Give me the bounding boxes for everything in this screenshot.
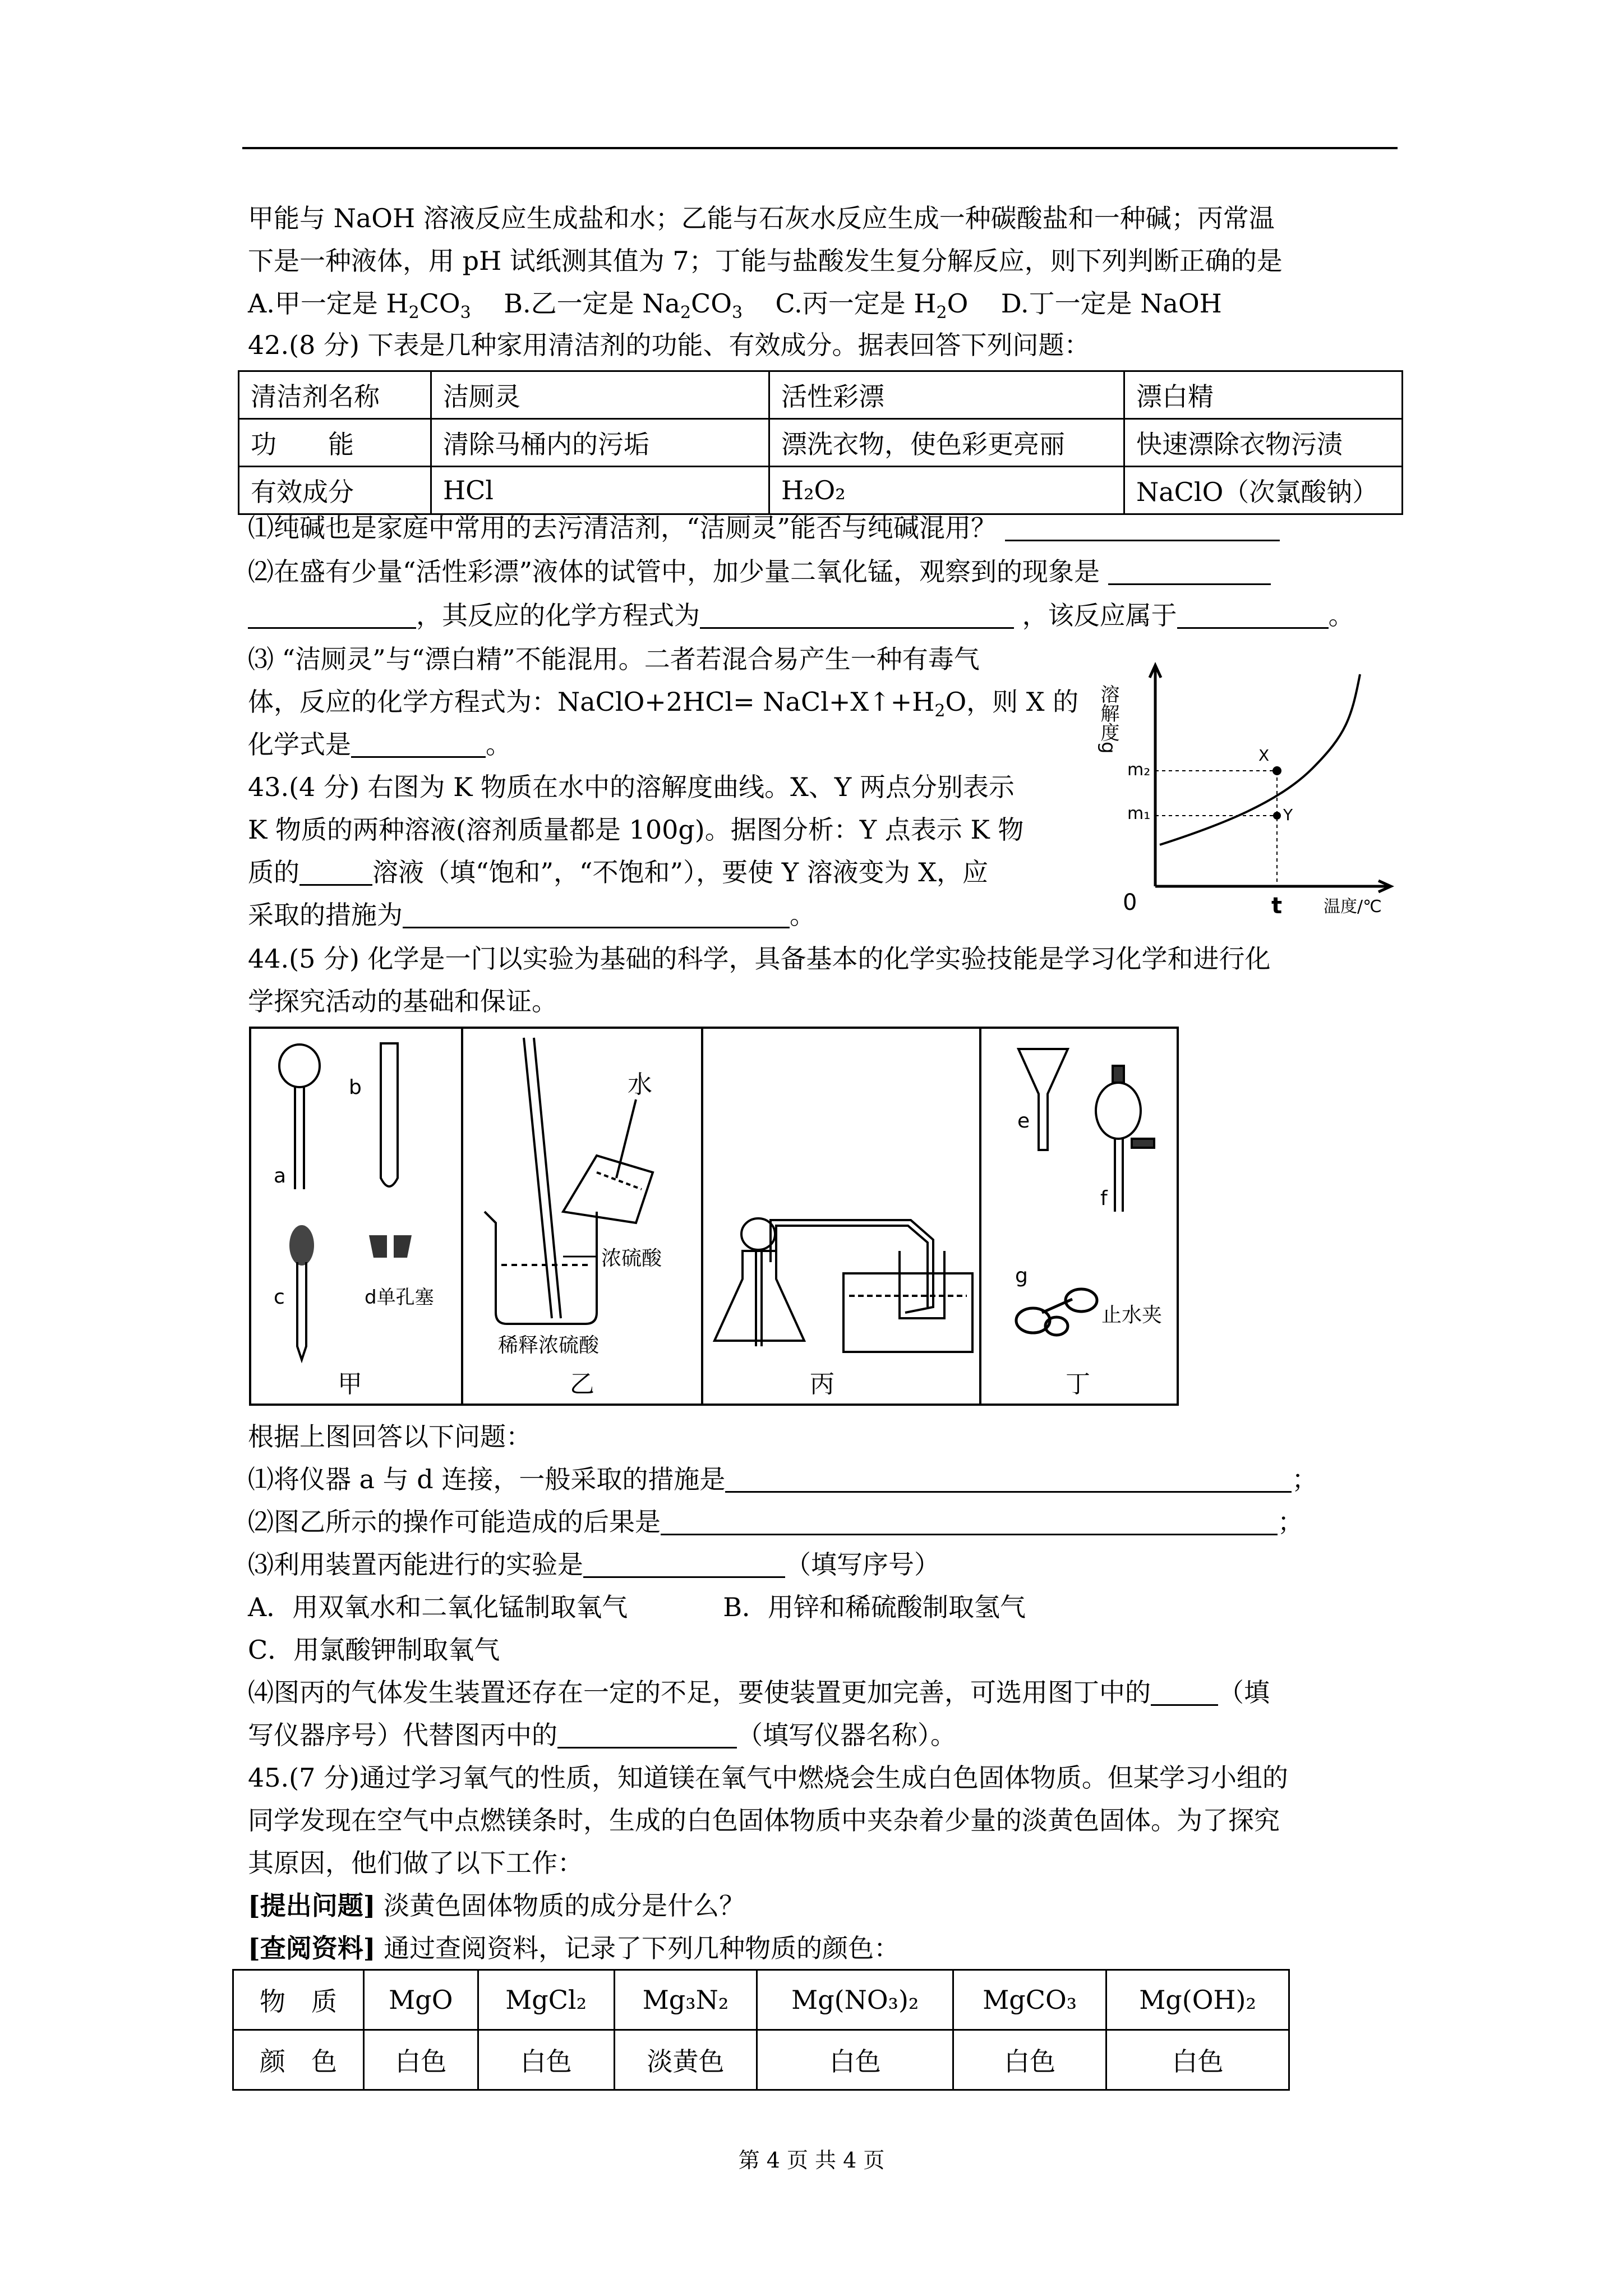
stopper-d	[369, 1235, 412, 1258]
q44-part4-b: 写仪器序号）代替图丙中的 （填写仪器名称）。	[248, 1720, 956, 1750]
table-row: 物 质 MgO MgCl₂ Mg₃N₂ Mg(NO₃)₂ MgCO₃ Mg(OH)₂	[233, 1970, 1289, 2030]
x-axis-label: 温度/℃	[1324, 897, 1382, 917]
answer-blank[interactable]	[725, 1465, 1292, 1493]
test-tube-b	[381, 1043, 398, 1186]
label-f: f	[1100, 1187, 1108, 1210]
t-label: t	[1271, 893, 1283, 919]
q42-part1: ⑴纯碱也是家庭中常用的去污清洁剂，“洁厕灵”能否与纯碱混用？	[248, 512, 1280, 544]
question-45: 45.(7 分)通过学习氧气的性质，知道镁在氧气中燃烧会生成白色固体物质。但某学习小组的	[248, 1763, 1288, 1793]
x-point-label: X	[1258, 746, 1270, 765]
q44-part3: ⑶利用装置丙能进行的实验是 （填写序号）	[248, 1549, 940, 1580]
label-water: 水	[628, 1070, 652, 1099]
panel-label-jia: 甲	[338, 1370, 362, 1398]
label-g: g	[1015, 1264, 1028, 1287]
question-42: 42.(8 分) 下表是几种家用清洁剂的功能、有效成分。据表回答下列问题：	[248, 330, 1090, 360]
answer-blank[interactable]	[583, 1550, 785, 1578]
table-row: 清洁剂名称 洁厕灵 活性彩漂 漂白精	[239, 371, 1403, 419]
label-e: e	[1017, 1110, 1030, 1133]
label-b: b	[349, 1076, 362, 1099]
q45-ask: [提出问题] 淡黄色固体物质的成分是什么？	[248, 1890, 745, 1921]
q44-options: A．用双氧水和二氧化锰制取氧气 B．用锌和稀硫酸制取氢气	[248, 1592, 1026, 1622]
q42-part3: ⑶ “洁厕灵”与“漂白精”不能混用。二者若混合易产生一种有毒气	[248, 644, 980, 674]
cleaner-table	[238, 370, 1403, 515]
q42-part3-b: 体，反应的化学方程式为：NaClO+2HCl= $NaCl+X↑+H_2O$，则 X 的	[248, 687, 1079, 721]
answer-blank[interactable]	[661, 1508, 1278, 1535]
q43-line2: K 物质的两种溶液(溶剂质量都是 100g)。据图分析：Y 点表示 K 物	[248, 815, 1024, 845]
label-a: a	[274, 1165, 287, 1188]
q43-line4: 采取的措施为 。	[248, 900, 815, 930]
water-flask	[563, 1099, 653, 1223]
label-clip: 止水夹	[1101, 1304, 1163, 1327]
q45-ref: [查阅资料] 通过查阅资料，记录了下列几种物质的颜色：	[248, 1933, 900, 1963]
answer-blank[interactable]	[351, 730, 486, 758]
clip-g	[1016, 1289, 1097, 1335]
answer-blank[interactable]	[1151, 1678, 1218, 1706]
table-row: 颜 色 白色 白色 淡黄色 白色 白色 白色	[233, 2030, 1289, 2090]
magnesium-color-table	[232, 1969, 1290, 2091]
q45-line3: 其原因，他们做了以下工作：	[248, 1848, 583, 1878]
beaker	[485, 1212, 597, 1324]
answer-blank[interactable]	[1108, 558, 1271, 585]
q42-part2: ⑵在盛有少量“活性彩漂”液体的试管中，加少量二氧化锰，观察到的现象是	[248, 555, 1271, 588]
panel-label-ding: 丁	[1066, 1370, 1090, 1398]
apparatus-figure	[249, 1027, 1179, 1406]
answer-blank[interactable]	[403, 901, 790, 928]
q44-part1: ⑴将仪器 a 与 d 连接，一般采取的措施是 ；	[248, 1464, 1318, 1494]
solubility-graph	[1097, 651, 1402, 926]
label-c: c	[274, 1286, 285, 1309]
panel-label-yi: 乙	[570, 1370, 594, 1398]
funnel-e	[1018, 1049, 1068, 1150]
text-line: 下是一种液体，用 pH 试纸测其值为 7；丁能与盐酸发生复分解反应，则下列判断正确的是	[248, 246, 1283, 276]
q45-line2: 同学发现在空气中点燃镁条时，生成的白色固体物质中夹杂着少量的淡黄色固体。为了探究	[248, 1805, 1280, 1835]
panel-label-bing: 丙	[810, 1370, 834, 1398]
q44-part2: ⑵图乙所示的操作可能造成的后果是 ；	[248, 1507, 1303, 1537]
gas-apparatus	[714, 1218, 972, 1352]
glass-rod	[524, 1038, 561, 1318]
question-43: 43.(4 分) 右图为 K 物质在水中的溶解度曲线。X、Y 两点分别表示	[248, 772, 1015, 802]
answer-blank[interactable]	[248, 601, 416, 629]
q42-part3-c: 化学式是 。	[248, 729, 511, 760]
m1-label: m₁	[1127, 804, 1151, 823]
q43-line3: 质的 溶液（填“饱和”，“不饱和”），要使 Y 溶液变为 X，应	[248, 857, 989, 887]
answer-blank[interactable]	[1005, 514, 1280, 541]
text-line: 甲能与 NaOH 溶液反应生成盐和水；乙能与石灰水反应生成一种碳酸盐和一种碱；丙常温	[248, 203, 1275, 233]
label-dilute: 稀释浓硫酸	[498, 1334, 600, 1357]
y-axis-label: 溶解度g	[1097, 684, 1119, 754]
label-acid: 浓硫酸	[601, 1247, 662, 1270]
answer-blank[interactable]	[299, 858, 372, 886]
page-footer: 第 4 页 共 4 页	[738, 2148, 885, 2173]
answer-blank[interactable]	[700, 601, 1014, 629]
q44-line2: 学探究活动的基础和保证。	[248, 986, 557, 1016]
table-row: 有效成分 HCl H₂O₂ NaClO（次氯酸钠）	[239, 467, 1403, 514]
answer-blank[interactable]	[1177, 601, 1329, 629]
label-d: d单孔塞	[365, 1286, 434, 1309]
y-point-label: Y	[1283, 806, 1293, 824]
q44-option-c: C．用氯酸钾制取氧气	[248, 1635, 500, 1665]
options-line: A.甲一定是 $H_2CO_3$ B.乙一定是 $Na_2CO_3$ C.丙一定是 $H_2O$ D.丁一定是 NaOH	[248, 288, 1222, 323]
dropper-c	[289, 1225, 314, 1360]
header-rule	[242, 147, 1398, 149]
question-44: 44.(5 分) 化学是一门以实验为基础的科学，具备基本的化学实验技能是学习化学和进行化	[248, 944, 1271, 974]
answer-blank[interactable]	[557, 1721, 737, 1749]
table-row: 功 能 清除马桶内的污垢 漂洗衣物，使色彩更亮丽 快速漂除衣物污渍	[239, 419, 1403, 467]
q44-intro: 根据上图回答以下问题：	[248, 1421, 532, 1452]
q44-part4: ⑷图丙的气体发生装置还存在一定的不足，要使装置更加完善，可选用图丁中的 （填	[248, 1677, 1270, 1708]
m2-label: m₂	[1127, 760, 1151, 780]
point-x	[1272, 766, 1281, 775]
q42-part2-cont: ，其反应的化学方程式为 ，该反应属于 。	[248, 599, 1354, 632]
origin-label: 0	[1123, 890, 1137, 915]
point-y	[1273, 812, 1281, 820]
